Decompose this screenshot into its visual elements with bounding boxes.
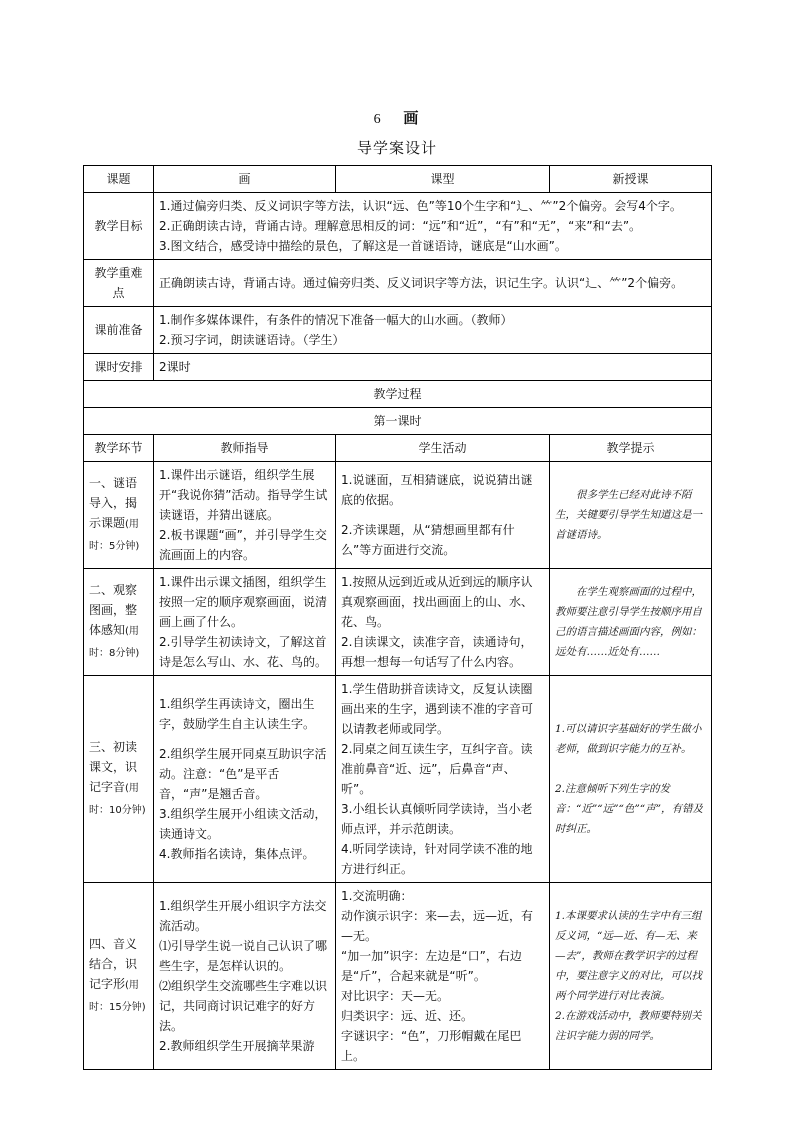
column-header: 学生活动 (336, 435, 550, 462)
table-row (84, 462, 712, 569)
hint-item: 2.注意倾听下列生字的发音：“近”“远”“色”“声”，有错及时纠正。 (555, 783, 703, 835)
hint-item: 在学生观察画面的过程中，教师要注意引导学生按顺序用自己的语言描述画面内容，例如：远处有……近处有…… (555, 586, 702, 658)
hint-item: 1.本课要求认读的生字中有三组反义词，“远—近、有—无、来—去”，教师在教学识字的过程中，要注意字义的对比，可以找两个同学进行对比表演。 (555, 910, 702, 1002)
stage-name: 二、观察图画，整体感知 (89, 583, 138, 637)
lesson-name: 画 (403, 109, 421, 127)
teacher-cell (154, 676, 336, 883)
teacher-item: 2.板书课题“画”，并引导学生交流画面上的内容。 (159, 528, 327, 562)
goals-cell (154, 193, 712, 260)
period-heading: 第一课时 (84, 408, 712, 435)
student-item: 动作演示识字：来—去，远—近，有—无。 (341, 909, 534, 943)
student-item: 1.按照从远到近或从近到远的顺序认真观察画面，找出画面上的山、水、花、鸟。 (341, 575, 534, 629)
hint-item: 2.在游戏活动中，教师要特别关注识字能力弱的同学。 (555, 1010, 702, 1042)
student-item: “加一加”识字：左边是“口”，右边是“斤”，合起来就是“听”。 (341, 949, 522, 983)
teacher-cell (154, 569, 336, 676)
hint-cell (550, 883, 712, 1070)
student-item: 1.交流明确： (341, 889, 413, 903)
student-item: 归类识字：远、近、还。 (341, 1009, 474, 1023)
document-title: 导学案设计 (356, 139, 437, 157)
hint-cell (550, 676, 712, 883)
student-item: 4.听同学读诗，针对同学读不准的地方进行纠正。 (341, 842, 533, 876)
prep-cell (154, 307, 712, 354)
stage-time: (用时：8分钟) (89, 626, 140, 659)
student-cell (336, 462, 550, 569)
prep-item: 2.预习字词，朗读谜语诗。（学生） (159, 333, 345, 347)
teacher-item: 2.引导学生初读诗文，了解这首诗是怎么写山、水、花、鸟的。 (159, 635, 328, 669)
type-label: 课型 (336, 166, 550, 193)
type-value: 新授课 (550, 166, 712, 193)
stage-cell (84, 883, 154, 1070)
column-header: 教学环节 (84, 435, 154, 462)
teacher-item: ⑴引导学生说一说自己认识了哪些生字，是怎样认识的。 (159, 939, 328, 973)
prep-label: 课前准备 (84, 307, 154, 354)
teacher-cell (154, 462, 336, 569)
stage-cell (84, 462, 154, 569)
goals-label: 教学目标 (84, 193, 154, 260)
teacher-item: 4.教师指名读诗，集体点评。 (159, 847, 315, 861)
hint-item: 1.可以请识字基础好的学生做小老师，做到识字能力的互补。 (555, 723, 702, 755)
student-item: 字谜识字：“色”，刀形帽戴在尾巴上。 (341, 1029, 522, 1063)
stage-time: (用时：15分钟) (89, 980, 146, 1013)
teacher-item: 3.组织学生展开小组读文活动，读通诗文。 (159, 807, 327, 841)
prep-item: 1.制作多媒体课件，有条件的情况下准备一幅大的山水画。（教师） (159, 313, 513, 327)
stage-time: (用时：5分钟) (89, 519, 140, 552)
stage-cell (84, 676, 154, 883)
process-heading-row (84, 381, 712, 408)
stage-name: 四、音义结合，识记字形 (89, 937, 138, 991)
goal-item: 3.图文结合，感受诗中描绘的景色，了解这是一首谜语诗，谜底是“山水画”。 (159, 239, 567, 253)
student-item: 1.学生借助拼音读诗文，反复认读圈画出来的生字，遇到读不准的字音可以请教老师或同学。 (341, 682, 534, 736)
teacher-item: 2.教师组织学生开展摘苹果游 (159, 1039, 315, 1053)
keypoints-label: 教学重难点 (84, 260, 154, 307)
stage-name: 三、初读课文，识记字音 (89, 740, 138, 794)
prep-row (84, 307, 712, 354)
table-row (84, 569, 712, 676)
lesson-title (0, 107, 794, 128)
table-row (84, 883, 712, 1070)
hint-item: 很多学生已经对此诗不陌生，关键要引导学生知道这是一首谜语诗。 (555, 489, 702, 541)
student-item: 3.小组长认真倾听同学读诗，当小老师点评，并示范朗读。 (341, 802, 533, 836)
column-header: 教师指导 (154, 435, 336, 462)
hint-cell (550, 462, 712, 569)
schedule-label: 课时安排 (84, 354, 154, 381)
schedule-value: 2课时 (154, 354, 712, 381)
column-header-row (84, 435, 712, 462)
teacher-item: 1.组织学生开展小组识字方法交流活动。 (159, 899, 327, 933)
lesson-number: 6 (373, 112, 383, 127)
keypoints-row (84, 260, 712, 307)
topic-value: 画 (154, 166, 336, 193)
topic-row (84, 166, 712, 193)
lesson-plan-table (83, 165, 712, 1070)
student-cell (336, 676, 550, 883)
student-cell (336, 883, 550, 1070)
goal-item: 2.正确朗读古诗，背诵古诗。理解意思相反的词：“远”和“近”，“有”和“无”，“来”和“去”。 (159, 219, 642, 233)
topic-label: 课题 (84, 166, 154, 193)
stage-cell (84, 569, 154, 676)
column-header: 教学提示 (550, 435, 712, 462)
student-item: 2.同桌之间互读生字，互纠字音。读准前鼻音“近、远”，后鼻音“声、听”。 (341, 742, 533, 796)
stage-time: (用时：10分钟) (89, 783, 146, 816)
process-heading: 教学过程 (84, 381, 712, 408)
teacher-item: 1.课件出示课文插图，组织学生按照一定的顺序观察画面，说清画上画了什么。 (159, 575, 328, 629)
student-item: 对比识字：天—无。 (341, 989, 450, 1003)
teacher-item: ⑵组织学生交流哪些生字难以识记，共同商讨识记难字的好方法。 (159, 979, 328, 1033)
teacher-cell (154, 883, 336, 1070)
stage-name: 一、谜语导入，揭示课题 (89, 476, 138, 530)
goals-row (84, 193, 712, 260)
student-item: 2.自读课文，读准字音，读通诗句，再想一想每一句话写了什么内容。 (341, 635, 533, 669)
schedule-row (84, 354, 712, 381)
teacher-item: 1.课件出示谜语，组织学生展开“我说你猜”活动。指导学生试读谜语，并猜出谜底。 (159, 468, 328, 522)
teacher-item: 2.组织学生展开同桌互助识字活动。注意：“色”是平舌音，“声”是翘舌音。 (159, 747, 327, 801)
keypoints-text: 正确朗读古诗，背诵古诗。通过偏旁归类、反义词识字等方法，识记生字。认识“辶、⺮”2个偏旁。 (154, 260, 712, 307)
period-row (84, 408, 712, 435)
student-cell (336, 569, 550, 676)
table-row (84, 676, 712, 883)
goal-item: 1.通过偏旁归类、反义词识字等方法，认识“远、色”等10个生字和“辶、⺮”2个偏旁。会写4个字。 (159, 199, 682, 213)
hint-cell (550, 569, 712, 676)
teacher-item: 1.组织学生再读诗文，圈出生字，鼓励学生自主认读生字。 (159, 697, 316, 731)
student-item: 2.齐读课题，从“猜想画里都有什么”等方面进行交流。 (341, 523, 515, 557)
student-item: 1.说谜面，互相猜谜底，说说猜出谜底的依据。 (341, 473, 533, 507)
